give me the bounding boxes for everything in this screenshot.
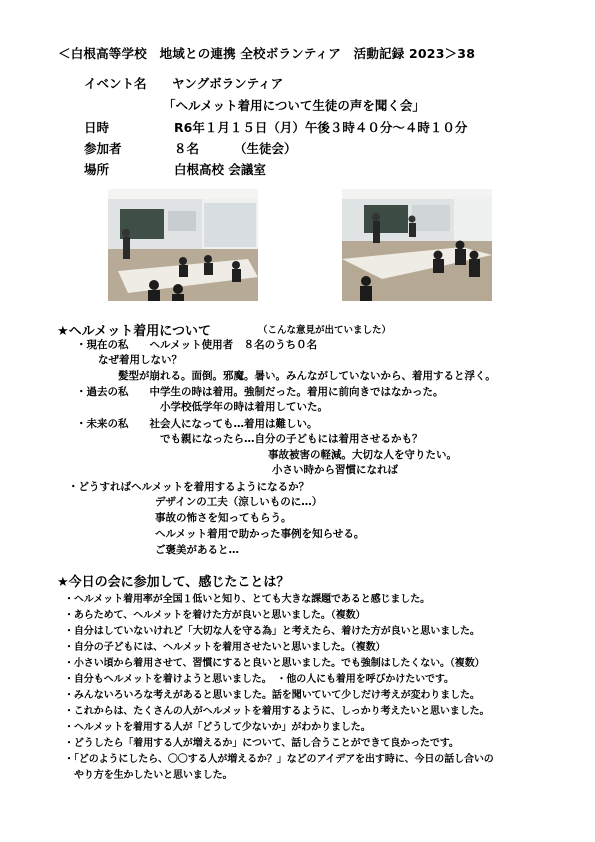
event-name-value: ヤングボランティア [172, 76, 284, 91]
list-item: ・未来の私 社会人になっても…着用は難しい。 [76, 418, 318, 430]
list-item: ・あらためて、ヘルメットを着けた方が良いと思いました。（複数） [64, 610, 366, 621]
list-item: やり方を生かしたいと思いました。 [74, 770, 233, 781]
list-item: デザインの工夫（涼しいものに…） [155, 496, 323, 508]
meeting-photo-1 [108, 189, 258, 301]
list-item: 事故被害の軽減。大切な人を守りたい。 [268, 449, 457, 461]
list-item: ・どうすればヘルメットを着用するようになるか？ [68, 481, 310, 493]
event-name-label: イベント名 [84, 76, 147, 91]
list-item: ご褒美があると… [155, 544, 239, 556]
participants-count: ８名 [174, 141, 200, 156]
section-helmet-title: ★ヘルメット着用について [57, 324, 212, 339]
list-item: ・自分はしていないけれど「大切な人を守る為」と考えたら、着けた方が良いと思いました。 [64, 626, 480, 637]
list-item: 小学校低学年の時は着用していた。 [160, 401, 328, 413]
date-value: R6年１月１５日（月）午後３時４０分～４時１０分 [174, 120, 468, 135]
list-item: ・どうしたら「着用する人が増えるか」について、話し合うことができて良かったです。 [64, 738, 459, 749]
participants-label: 参加者 [84, 141, 122, 156]
list-item: ・ヘルメット着用率が全国１低いと知り、とても大きな課題であると感じました。 [64, 594, 430, 605]
list-item: ・自分もヘルメットを着けようと思いました。 ・他の人にも着用を呼びかけたいです。 [64, 674, 454, 685]
place-label: 場所 [84, 162, 110, 177]
list-item: なぜ着用しない？ [98, 354, 182, 366]
section-helmet-note: （こんな意見が出ていました） [258, 325, 392, 336]
list-item: 小さい時から習慣になれば [272, 464, 398, 476]
list-item: ・「どのようにしたら、〇〇する人が増えるか？」などのアイデアを出す時に、今日の話し合いの [64, 754, 494, 765]
event-subtitle: 「ヘルメット着用について生徒の声を聞く会」 [163, 98, 425, 113]
list-item: ・過去の私 中学生の時は着用。強制だった。着用に前向きではなかった。 [76, 386, 444, 398]
list-item: ・自分の子どもには、ヘルメットを着用させたいと思いました。（複数） [64, 642, 386, 653]
place-value: 白根高校 会議室 [174, 162, 266, 177]
list-item: ・みんないろいろな考えがあると思いました。話を聞いていて少しだけ考えが変わりました。 [64, 690, 480, 701]
list-item: 事故の怖さを知ってもらう。 [155, 512, 292, 524]
list-item: ・小さい頃から着用させて、習慣にすると良いと思いました。でも強制はしたくない。（複数） [64, 658, 485, 669]
list-item: ヘルメット着用で助かった事例を知らせる。 [155, 528, 365, 540]
date-label: 日時 [84, 120, 110, 135]
list-item: でも親になったら…自分の子どもには着用させるかも？ [160, 433, 423, 445]
participants-group: （生徒会） [234, 141, 297, 156]
list-item: ・現在の私 ヘルメット使用者 ８名のうち０名 [76, 339, 318, 351]
section-feedback-title: ★今日の会に参加して、感じたことは？ [57, 575, 290, 590]
list-item: ・これからは、たくさんの人がヘルメットを着用するように、しっかり考えたいと思いました。 [64, 706, 490, 717]
list-item: ・ヘルメットを着用する人が「どうして少ないか」がわかりました。 [64, 722, 371, 733]
list-item: 髪型が崩れる。面倒。邪魔。暑い。みんながしていないから、着用すると浮く。 [118, 370, 496, 382]
document-header: ＜白根高等学校 地域との連携 全校ボランティア 活動記録 2023＞38 [58, 46, 476, 61]
meeting-photo-2 [342, 189, 492, 301]
